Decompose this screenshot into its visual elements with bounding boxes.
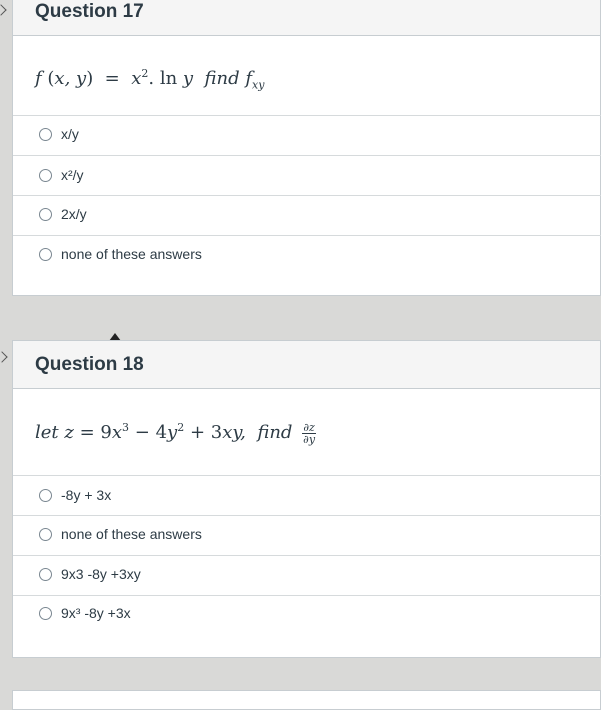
radio-button[interactable] — [39, 248, 52, 261]
divider — [13, 515, 601, 516]
answer-label: 9x3 -8y +3xy — [61, 566, 141, 582]
question-17-text: f (x, $y) = x^2$. ln y find $f_{xy}$ — [35, 67, 265, 92]
divider — [13, 475, 601, 476]
question-17-card — [12, 0, 601, 296]
divider — [13, 235, 601, 236]
answer-option[interactable] — [39, 605, 131, 621]
answer-label: 2x/y — [61, 206, 87, 222]
divider — [13, 555, 601, 556]
radio-button[interactable] — [39, 208, 52, 221]
answer-label: x²/y — [61, 167, 84, 183]
divider — [13, 155, 601, 156]
radio-button[interactable] — [39, 528, 52, 541]
answer-label: 9x³ -8y +3x — [61, 605, 131, 621]
next-question-card-edge — [12, 690, 601, 710]
radio-button[interactable] — [39, 169, 52, 182]
chevron-right-icon — [0, 4, 7, 15]
answer-option[interactable] — [39, 566, 141, 582]
question-17-title: Question 17 — [35, 1, 144, 22]
answer-option[interactable] — [39, 206, 87, 222]
chevron-right-icon — [0, 351, 8, 362]
answer-option[interactable] — [39, 246, 202, 262]
answer-label: x/y — [61, 126, 79, 142]
divider — [13, 195, 601, 196]
radio-button[interactable] — [39, 128, 52, 141]
answer-option[interactable] — [39, 526, 202, 542]
radio-button[interactable] — [39, 607, 52, 620]
divider — [13, 115, 601, 116]
answer-label: -8y + 3x — [61, 487, 112, 503]
radio-button[interactable] — [39, 489, 52, 502]
radio-button[interactable] — [39, 568, 52, 581]
answer-label: none of these answers — [61, 246, 202, 262]
question-18-card — [12, 340, 601, 658]
answer-option[interactable] — [39, 167, 84, 183]
question-18-text: let $z = 9x^3 - 4y^2 + 3xy$, find $\frac{\partial z}{\partial y}$ — [35, 420, 316, 446]
answer-option[interactable] — [39, 126, 79, 142]
answer-option[interactable] — [39, 487, 111, 503]
answer-label: none of these answers — [61, 526, 202, 542]
question-18-title: Question 18 — [35, 354, 144, 375]
divider — [13, 595, 601, 596]
